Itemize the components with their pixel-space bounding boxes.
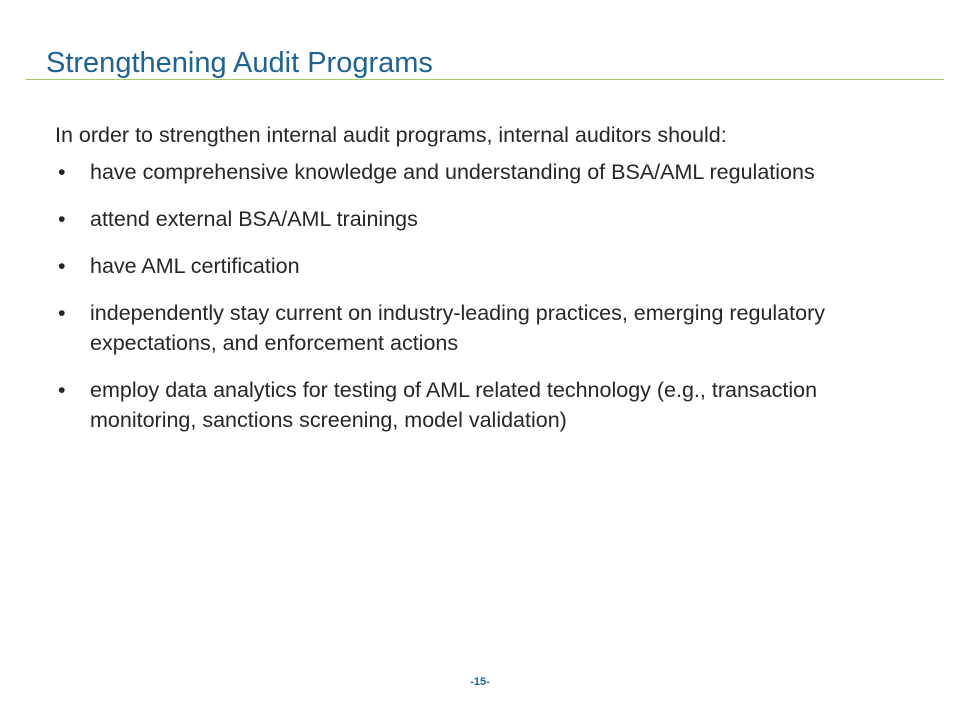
bullet-text: attend external BSA/AML trainings — [90, 207, 418, 231]
bullet-text: employ data analytics for testing of AML related technology (e.g., transaction monitoring, sanctions screening, model validation) — [90, 378, 818, 432]
bullet-text: have AML certification — [90, 254, 300, 278]
bullet-icon: • — [58, 378, 66, 402]
slide-body — [55, 120, 915, 452]
bullet-item-stay-current — [55, 298, 915, 358]
bullet-icon: • — [58, 207, 66, 231]
bullet-text: have comprehensive knowledge and understanding of BSA/AML regulations — [90, 160, 815, 184]
bullet-text: independently stay current on industry-leading practices, emerging regulatory expectations, and enforcement actions — [90, 301, 825, 355]
bullet-icon: • — [58, 160, 66, 184]
intro-text: In order to strengthen internal audit programs, internal auditors should: — [55, 123, 727, 147]
bullet-icon: • — [58, 301, 66, 325]
page-number: -15- — [470, 676, 490, 688]
bullet-icon: • — [58, 254, 66, 278]
bullet-item-trainings — [55, 204, 915, 234]
bullet-item-knowledge — [55, 157, 915, 187]
title-divider — [26, 79, 944, 80]
bullet-item-data-analytics — [55, 375, 915, 435]
bullet-list — [55, 157, 915, 435]
slide-title: Strengthening Audit Programs — [46, 47, 433, 79]
bullet-item-certification — [55, 251, 915, 281]
